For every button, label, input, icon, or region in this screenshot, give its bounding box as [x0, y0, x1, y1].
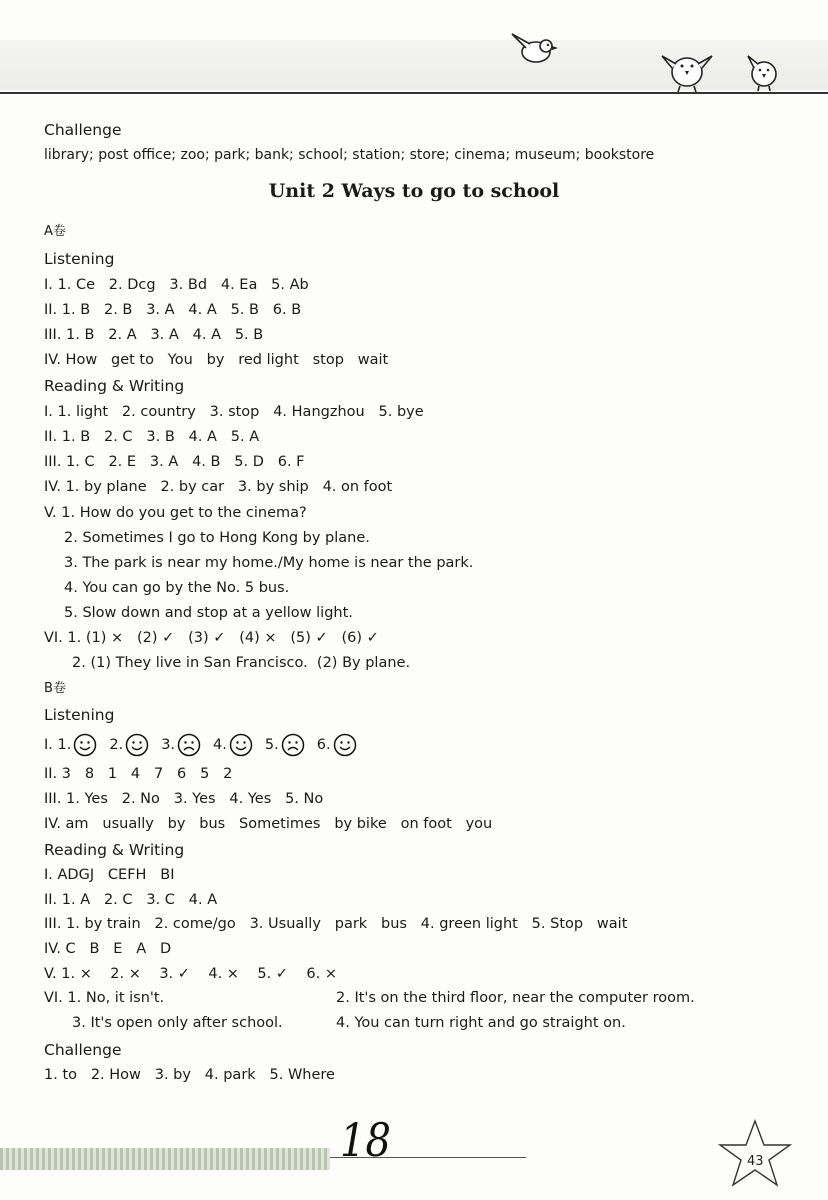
b-rw-vi-3: 3. It's open only after school.: [72, 1015, 283, 1031]
b-rw-iv: IV. C B E A D: [44, 941, 172, 957]
footer-band: [0, 1148, 330, 1170]
a-rw-v-5: 5. Slow down and stop at a yellow light.: [64, 605, 353, 621]
a-rw-v-4: 4. You can go by the No. 5 bus.: [64, 580, 290, 596]
b-rw-vi-4: 4. You can turn right and go straight on.: [336, 1015, 626, 1031]
smiley-item: [265, 733, 305, 757]
smiley-item: [213, 733, 253, 757]
b-listening-ii: II. 3 8 1 4 7 6 5 2: [44, 766, 233, 782]
sad-face-icon: [281, 733, 305, 757]
bird-flying-icon: [508, 28, 558, 70]
a-rw-ii: II. 1. B 2. C 3. B 4. A 5. A: [44, 429, 260, 445]
a-rw-iii: III. 1. C 2. E 3. A 4. B 5. D 6. F: [44, 454, 305, 470]
smiley-item: [44, 733, 97, 757]
a-listening-iii: III. 1. B 2. A 3. A 4. A 5. B: [44, 327, 264, 343]
a-listening-i: I. 1. Ce 2. Dcg 3. Bd 4. Ea 5. Ab: [44, 277, 309, 293]
b-listening-iv: IV. am usually by bus Sometimes by bike on foot you: [44, 816, 493, 832]
b-rw-vi-1: VI. 1. No, it isn't.: [44, 990, 165, 1006]
handwritten-page-number: 18: [340, 1114, 391, 1168]
happy-face-icon: [125, 733, 149, 757]
happy-face-icon: [333, 733, 357, 757]
a-rw-heading: Reading & Writing: [44, 377, 185, 395]
star-page-icon: [700, 1115, 810, 1195]
smiley-number: 4.: [213, 737, 227, 753]
sad-face-icon: [177, 733, 201, 757]
a-rw-i: I. 1. light 2. country 3. stop 4. Hangzhou 5. bye: [44, 404, 424, 420]
b-listening-heading: Listening: [44, 706, 115, 724]
smiley-number: 3.: [161, 737, 176, 753]
b-challenge-heading: Challenge: [44, 1041, 122, 1059]
happy-face-icon: [73, 733, 97, 757]
page-title: Unit 2 Ways to go to school: [268, 180, 560, 202]
bird-small-icon: [744, 48, 784, 92]
a-rw-v-3: 3. The park is near my home./My home is near the park.: [64, 555, 474, 571]
printed-page-number: 43: [747, 1154, 764, 1169]
a-rw-v-1: V. 1. How do you get to the cinema?: [44, 505, 307, 521]
section-a-label: A卷: [44, 224, 66, 239]
a-listening-heading: Listening: [44, 250, 115, 268]
smiley-number: 2.: [109, 737, 124, 753]
smiley-item: [161, 733, 201, 757]
b-rw-heading: Reading & Writing: [44, 841, 185, 859]
b-rw-vi-2: 2. It's on the third floor, near the computer room.: [336, 990, 695, 1006]
b-rw-iii: III. 1. by train 2. come/go 3. Usually park bus 4. green light 5. Stop wait: [44, 916, 628, 932]
a-rw-v-2: 2. Sometimes I go to Hong Kong by plane.: [64, 530, 370, 546]
a-rw-vi-1: VI. 1. (1) × (2) ✓ (3) ✓ (4) × (5) ✓ (6) ✓: [44, 630, 379, 646]
a-listening-iv: IV. How get to You by red light stop wait: [44, 352, 389, 368]
b-challenge-answers: 1. to 2. How 3. by 4. park 5. Where: [44, 1067, 335, 1083]
b-listening-i-smileys: [44, 732, 369, 758]
b-rw-ii: II. 1. A 2. C 3. C 4. A: [44, 892, 218, 908]
smiley-number: 6.: [316, 737, 331, 753]
smiley-item: [109, 733, 149, 757]
b-rw-i: I. ADGJ CEFH BI: [44, 867, 175, 883]
a-rw-iv: IV. 1. by plane 2. by car 3. by ship 4. on foot: [44, 479, 393, 495]
b-listening-iii: III. 1. Yes 2. No 3. Yes 4. Yes 5. No: [44, 791, 324, 807]
top-challenge-heading: Challenge: [44, 121, 122, 139]
smiley-number: 5.: [264, 737, 279, 753]
a-rw-vi-2: 2. (1) They live in San Francisco. (2) By plane.: [72, 655, 411, 671]
section-b-label: B卷: [44, 681, 66, 696]
b-rw-v: V. 1. × 2. × 3. ✓ 4. × 5. ✓ 6. ×: [44, 966, 338, 982]
top-challenge-text: library; post office; zoo; park; bank; school; station; store; cinema; museum; bookstore: [44, 147, 655, 163]
a-listening-ii: II. 1. B 2. B 3. A 4. A 5. B 6. B: [44, 302, 302, 318]
happy-face-icon: [229, 733, 253, 757]
bird-standing-icon: [660, 42, 714, 94]
smiley-item: [317, 733, 357, 757]
smiley-number: I. 1.: [44, 737, 72, 753]
